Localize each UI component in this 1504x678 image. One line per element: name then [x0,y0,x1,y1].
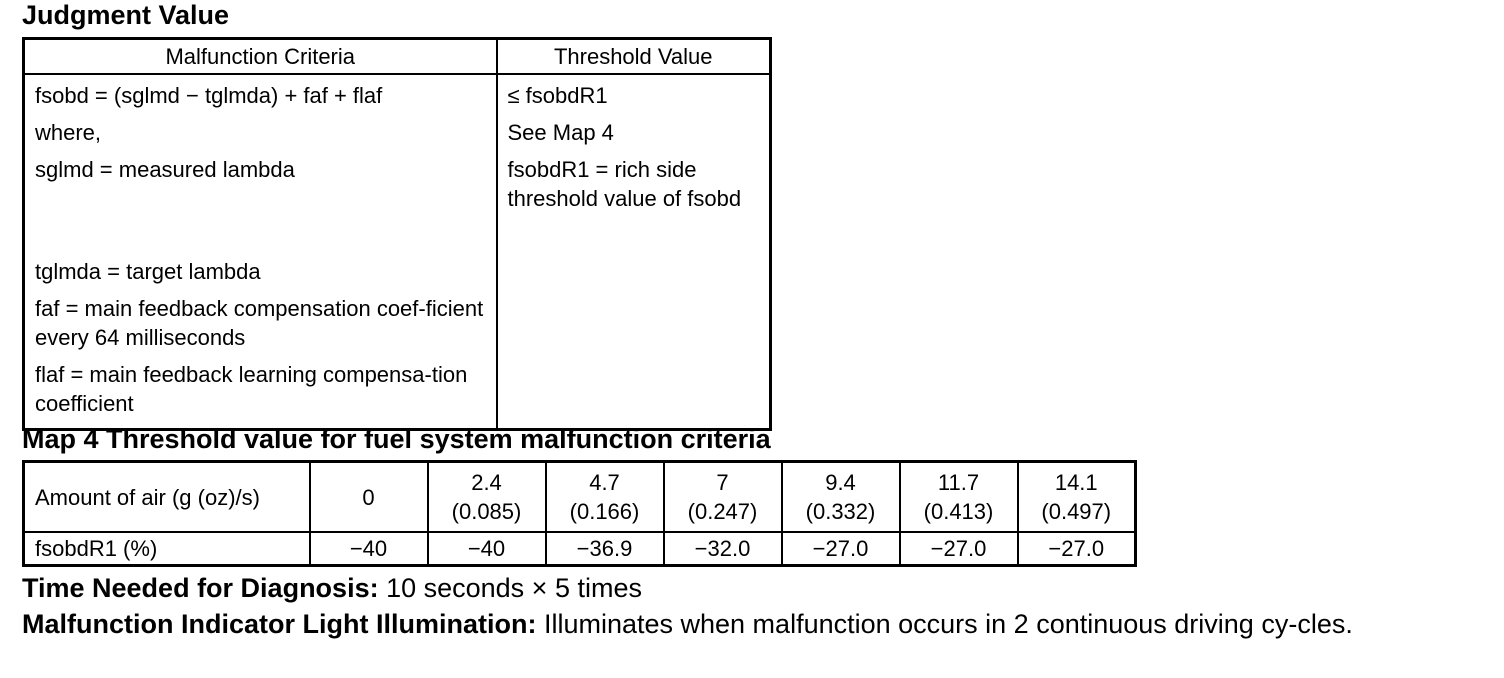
criteria-tglmda: tglmda = target lambda [35,259,261,284]
judgment-value-heading: Judgment Value [22,0,230,30]
threshold-definition: fsobdR1 = rich side threshold value of fsobd [507,157,742,211]
malfunction-criteria-header: Malfunction Criteria [24,39,497,75]
mil-illumination-label: Malfunction Indicator Light Illumination: [22,609,537,639]
map-4-table [22,460,1137,567]
air-value: 4.7 [589,470,620,495]
air-amount-cell [546,462,664,533]
fsobdr1-value: −32.0 [664,532,782,566]
threshold-value-header: Threshold Value [497,39,771,75]
diagnosis-time-value: 10 seconds × 5 times [378,573,642,603]
map-4-heading: Map 4 Threshold value for fuel system malfunction criteria [22,424,771,454]
air-amount-row [24,462,1136,533]
criteria-flaf: flaf = main feedback learning compensa-tion coefficient [35,362,468,416]
air-amount-cell [1018,462,1136,533]
diagnosis-time-label: Time Needed for Diagnosis: [22,573,379,603]
air-value: 14.1 [1054,470,1098,495]
fsobdr1-value: −27.0 [1018,532,1136,566]
air-value-oz: (0.332) [805,499,876,524]
malfunction-criteria-cell [24,74,497,430]
threshold-map-ref: See Map 4 [507,120,614,145]
air-amount-cell [900,462,1018,533]
criteria-where: where, [35,120,102,145]
air-value: 7 [716,470,729,495]
fsobdr1-value: −40 [310,532,428,566]
air-amount-cell [664,462,782,533]
judgment-header-row [24,39,771,75]
fsobdr1-label: fsobdR1 (%) [24,532,310,566]
mil-illumination-line [22,607,1467,641]
air-value: 2.4 [471,470,502,495]
threshold-condition: ≤ fsobdR1 [507,83,608,108]
mil-illumination-value: Illuminates when malfunction occurs in 2 continuous driving cy-cles. [536,609,1353,639]
criteria-formula: fsobd = (sglmd − tglmda) + faf + flaf [35,83,383,108]
air-value-oz: (0.085) [451,499,522,524]
fsobdr1-value: −36.9 [546,532,664,566]
air-amount-cell [782,462,900,533]
judgment-value-table [22,37,772,431]
air-value-oz: (0.166) [569,499,640,524]
fsobdr1-row [24,532,1136,566]
threshold-value-cell [497,74,771,430]
diagnosis-time-line [22,571,642,605]
criteria-faf: faf = main feedback compensation coef-ficient every 64 milliseconds [35,296,484,350]
fsobdr1-value: −27.0 [782,532,900,566]
air-value-oz: (0.247) [687,499,758,524]
judgment-body-row [24,74,771,430]
air-value: 11.7 [937,470,980,495]
air-amount-cell [428,462,546,533]
air-value: 0 [362,484,375,510]
air-value-oz: (0.497) [1041,499,1112,524]
fsobdr1-value: −27.0 [900,532,1018,566]
air-amount-cell [310,462,428,533]
fsobdr1-value: −40 [428,532,546,566]
criteria-sglmd: sglmd = measured lambda [35,157,295,182]
air-amount-label: Amount of air (g (oz)/s) [24,462,310,533]
air-value-oz: (0.413) [923,499,994,524]
air-value: 9.4 [825,470,856,495]
